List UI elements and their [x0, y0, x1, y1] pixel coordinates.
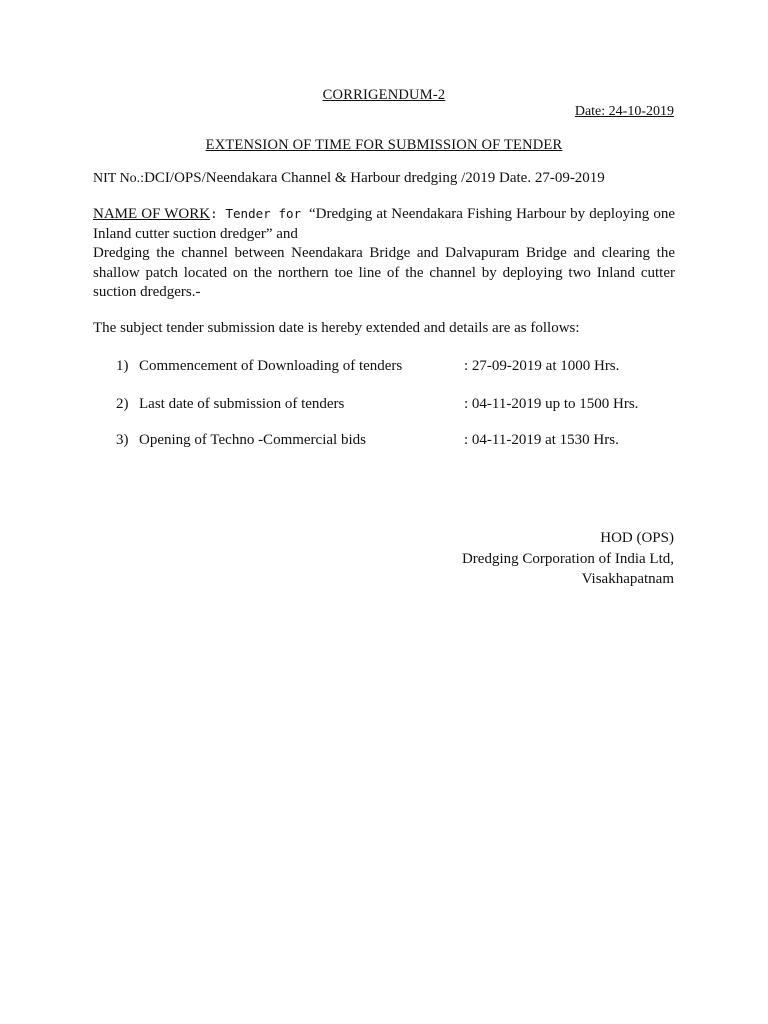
name-of-work-paragraph-1 — [93, 204, 675, 244]
item-value: : 04-11-2019 up to 1500 Hrs. — [464, 396, 639, 412]
list-item — [116, 396, 676, 415]
name-of-work-label: NAME OF WORK — [93, 206, 211, 222]
signatory-location: Visakhapatnam — [581, 571, 674, 587]
nit-text: DCI/OPS/Neendakara Channel & Harbour dredging /2019 Date. 27-09-2019 — [144, 170, 605, 186]
item-label: Last date of submission of tenders — [139, 396, 345, 412]
item-number: 2) — [116, 396, 129, 412]
nit-prefix: NIT No.: — [93, 171, 145, 186]
item-value: : 27-09-2019 at 1000 Hrs. — [464, 358, 620, 374]
extension-intro: The subject tender submission date is hereby extended and details are as follows: — [93, 320, 580, 336]
document-date: Date: 24-10-2019 — [574, 104, 674, 119]
item-label: Opening of Techno -Commercial bids — [139, 432, 366, 448]
nit-reference — [93, 170, 605, 187]
subject-heading: EXTENSION OF TIME FOR SUBMISSION OF TENDER — [205, 137, 563, 153]
name-of-work-block — [93, 204, 675, 303]
name-of-work-lead: Tender for — [217, 206, 309, 221]
signatory-title: HOD (OPS) — [600, 530, 674, 546]
document-title: CORRIGENDUM-2 — [322, 87, 446, 103]
item-label: Commencement of Downloading of tenders — [139, 358, 403, 374]
name-of-work-description: “Dredging at Neendakara Fishing Harbour by deploying one Inland cutter suction dredger” and — [93, 206, 676, 242]
signature-block — [462, 528, 674, 590]
item-number: 1) — [116, 358, 129, 374]
item-number: 3) — [116, 432, 129, 448]
name-of-work-paragraph-2: Dredging the channel between Neendakara Bridge and Dalvapuram Bridge and clearing the shallow patch located on the northern toe line of the channel by deploying two Inland cutter suction dredgers.- — [93, 245, 675, 300]
name-of-work-colon: : — [210, 206, 218, 221]
signatory-organization: Dredging Corporation of India Ltd, — [461, 550, 674, 567]
schedule-list — [116, 358, 676, 451]
list-item — [116, 432, 676, 451]
list-item — [116, 358, 676, 377]
item-value: : 04-11-2019 at 1530 Hrs. — [464, 432, 619, 448]
